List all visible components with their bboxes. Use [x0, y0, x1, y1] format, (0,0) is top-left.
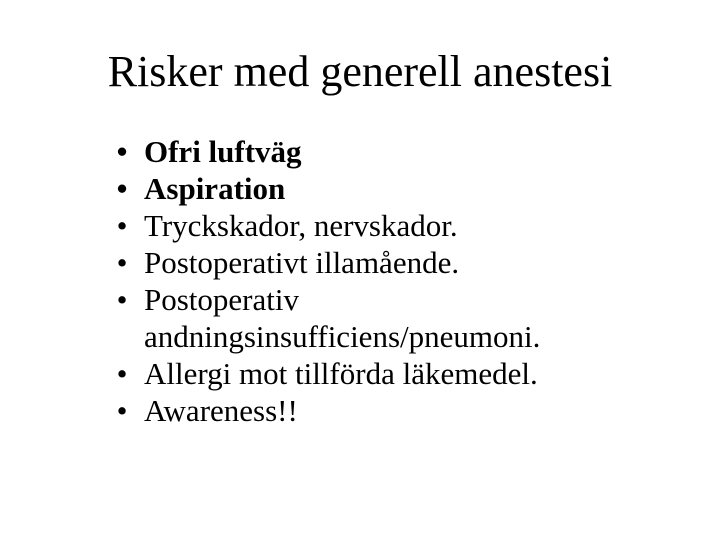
- bullet-text: Postoperativ andningsinsufficiens/pneumoni.: [144, 282, 541, 354]
- bullet-icon: •: [116, 208, 128, 243]
- bullet-text: Ofri luftväg: [144, 134, 302, 169]
- bullet-icon: •: [116, 393, 128, 428]
- bullet-item-awareness: [108, 392, 668, 429]
- bullet-icon: •: [116, 245, 128, 280]
- bullet-item-ofri-luftvag: [108, 133, 668, 170]
- bullet-item-andningsinsufficiens: [108, 281, 668, 355]
- bullet-icon: •: [116, 282, 128, 317]
- bullet-text: Postoperativt illamående.: [144, 245, 460, 280]
- bullet-item-illamaende: [108, 244, 668, 281]
- bullet-icon: •: [116, 356, 128, 391]
- bullet-item-tryckskador: [108, 207, 668, 244]
- bullet-text: Tryckskador, nervskador.: [144, 208, 458, 243]
- bullet-text: Allergi mot tillförda läkemedel.: [144, 356, 538, 391]
- bullet-text: Awareness!!: [144, 393, 298, 428]
- bullet-list: [108, 133, 668, 429]
- bullet-icon: •: [116, 171, 128, 206]
- bullet-icon: •: [116, 134, 128, 169]
- bullet-item-aspiration: [108, 170, 668, 207]
- bullet-item-allergi: [108, 355, 668, 392]
- slide-title: Risker med generell anestesi: [107, 47, 613, 96]
- bullet-text: Aspiration: [144, 171, 286, 206]
